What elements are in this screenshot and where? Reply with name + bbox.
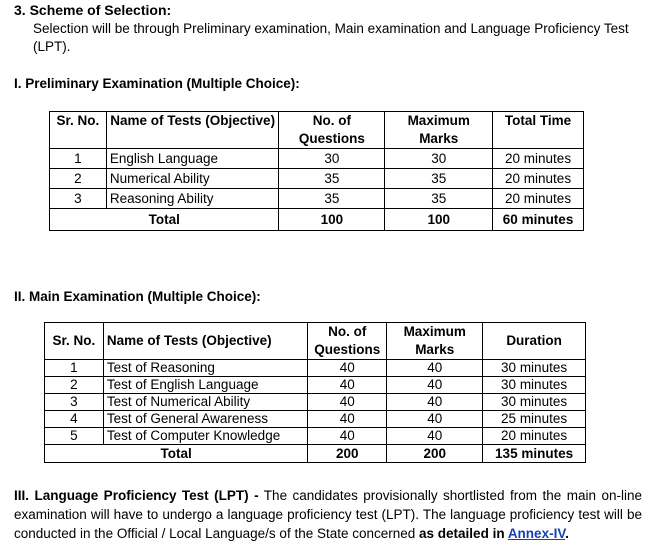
annex-link[interactable]: Annex-IV — [507, 526, 566, 541]
col-header: Name of Tests (Objective) — [103, 323, 307, 360]
total-row — [45, 445, 586, 463]
cell: 1 — [45, 360, 104, 377]
cell: 30 minutes — [483, 360, 586, 377]
cell: 30 minutes — [483, 394, 586, 411]
cell: 40 — [387, 411, 483, 428]
cell: 200 — [308, 445, 387, 463]
main-table — [44, 322, 586, 463]
cell: 40 — [387, 360, 483, 377]
table-row — [45, 394, 586, 411]
cell: 35 — [385, 189, 493, 209]
col-header: Maximum Marks — [387, 323, 483, 360]
cell: 2 — [45, 377, 104, 394]
cell: 200 — [387, 445, 483, 463]
cell: 30 — [385, 149, 493, 169]
section-heading: 3. Scheme of Selection: — [14, 2, 172, 18]
cell: 1 — [50, 149, 107, 169]
col-header: Sr. No. — [45, 323, 104, 360]
cell: 20 minutes — [493, 169, 584, 189]
cell: 20 minutes — [493, 189, 584, 209]
total-label: Total — [45, 445, 308, 463]
col-header: Maximum Marks — [385, 112, 493, 149]
col-header: Name of Tests (Objective) — [106, 112, 279, 149]
cell: 4 — [45, 411, 104, 428]
cell: Test of Numerical Ability — [103, 394, 307, 411]
col-header: No. of Questions — [279, 112, 385, 149]
cell: 35 — [385, 169, 493, 189]
cell: 40 — [308, 411, 387, 428]
cell: English Language — [106, 149, 279, 169]
table-row — [50, 189, 584, 209]
cell: 100 — [385, 209, 493, 231]
cell: Numerical Ability — [106, 169, 279, 189]
cell: 60 minutes — [493, 209, 584, 231]
lpt-end: . — [565, 526, 569, 541]
cell: 35 — [279, 189, 385, 209]
total-label: Total — [50, 209, 279, 231]
main-heading: II. Main Examination (Multiple Choice): — [14, 289, 261, 304]
cell: 3 — [50, 189, 107, 209]
col-header: Total Time — [493, 112, 584, 149]
cell: 35 — [279, 169, 385, 189]
cell: Test of Reasoning — [103, 360, 307, 377]
table-row — [45, 377, 586, 394]
cell: 40 — [308, 360, 387, 377]
cell: Test of General Awareness — [103, 411, 307, 428]
cell: 30 — [279, 149, 385, 169]
cell: 135 minutes — [483, 445, 586, 463]
col-header: Duration — [483, 323, 586, 360]
table-row — [50, 149, 584, 169]
cell: 40 — [308, 394, 387, 411]
cell: 20 minutes — [493, 149, 584, 169]
cell: 20 minutes — [483, 428, 586, 445]
table-row — [45, 411, 586, 428]
cell: 40 — [387, 394, 483, 411]
cell: 30 minutes — [483, 377, 586, 394]
lpt-text: The candidates provisionally shortlisted from the main on-line examination will have to undergo a language proficiency test (LPT). The language proficiency test will be conducted in the Official / Local Language/s of the State concerned — [14, 488, 642, 541]
cell: 5 — [45, 428, 104, 445]
cell: 40 — [387, 377, 483, 394]
cell: 40 — [308, 377, 387, 394]
intro-text: Selection will be through Preliminary examination, Main examination and Language Proficiency Test (LPT). — [33, 21, 629, 54]
cell: Test of English Language — [103, 377, 307, 394]
table-header-row — [50, 112, 584, 149]
table-row — [45, 428, 586, 445]
cell: 40 — [308, 428, 387, 445]
cell: 25 minutes — [483, 411, 586, 428]
cell: Test of Computer Knowledge — [103, 428, 307, 445]
cell: 40 — [387, 428, 483, 445]
prelim-heading: I. Preliminary Examination (Multiple Choice): — [14, 76, 300, 91]
lpt-label: III. Language Proficiency Test (LPT) - — [14, 488, 259, 503]
table-row — [45, 360, 586, 377]
prelim-table — [49, 111, 584, 231]
col-header: Sr. No. — [50, 112, 107, 149]
cell: 2 — [50, 169, 107, 189]
total-row — [50, 209, 584, 231]
cell: 100 — [279, 209, 385, 231]
table-header-row — [45, 323, 586, 360]
cell: 3 — [45, 394, 104, 411]
cell: Reasoning Ability — [106, 189, 279, 209]
col-header: No. of Questions — [308, 323, 387, 360]
lpt-bold-tail: as detailed in — [419, 526, 508, 541]
table-row — [50, 169, 584, 189]
lpt-paragraph — [14, 486, 642, 543]
